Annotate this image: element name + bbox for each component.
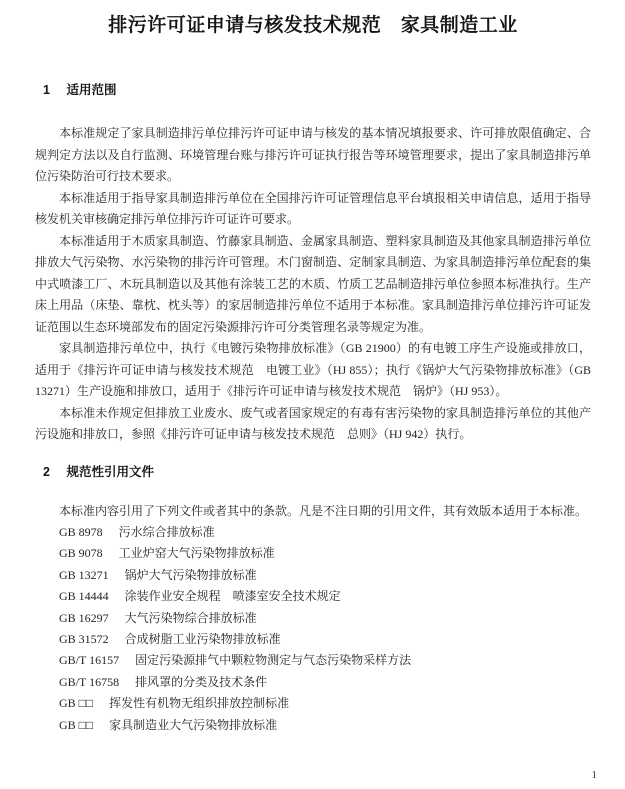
reference-title: 合成树脂工业污染物排放标准 (124, 632, 281, 647)
reference-title: 排风罩的分类及技术条件 (135, 674, 268, 689)
reference-code: GB/T 16157 (59, 653, 120, 668)
section-scope (35, 82, 591, 446)
reference-code: GB 14444 (59, 589, 109, 604)
reference-title: 污水综合排放标准 (118, 525, 215, 539)
reference-code: GB 16297 (59, 610, 109, 625)
reference-item (59, 693, 591, 714)
page-number: 1 (591, 769, 597, 781)
section-1-heading (43, 82, 591, 98)
reference-item (59, 629, 591, 650)
section-2-title: 规范性引用文件 (66, 464, 154, 479)
reference-title: 锅炉大气污染物排放标准 (124, 567, 257, 582)
reference-item (59, 565, 591, 586)
reference-title: 家具制造业大气污染物排放标准 (109, 717, 278, 732)
reference-code: GB □□ (59, 717, 94, 732)
paragraph: 本标准内容引用了下列文件或者其中的条款。凡是不注日期的引用文件，其有效版本适用于本标准。 (59, 503, 588, 518)
reference-item (59, 672, 591, 693)
reference-code: GB 8978 (59, 525, 103, 539)
reference-code: GB □□ (59, 696, 94, 711)
reference-item (59, 586, 591, 607)
reference-title: 工业炉窑大气污染物排放标准 (118, 546, 275, 561)
paragraph: 本标准适用于木质家具制造、竹藤家具制造、金属家具制造、塑料家具制造及其他家具制造排污单位排放大气污染物、水污染物的排污许可管理。木门窗制造、定制家具制造、为家具制造排污单位配套的集中式喷漆工厂、木玩具制造以及其他有涂装工艺的木质、竹质工艺品制造排污单位参照本标准执行。生产床上用品（床垫、靠枕、枕头等）的家居制造排污单位不适用于本标准。家具制造排污单位排污许可证发证范围以生态环境部发布的固定污染源排污许可分类管理名录等规定为准。 (35, 233, 591, 334)
reference-code: GB 31572 (59, 632, 109, 647)
section-2-heading (43, 464, 591, 480)
section-1-title: 适用范围 (66, 83, 117, 97)
reference-code: GB/T 16758 (59, 674, 120, 689)
paragraph: 本标准规定了家具制造排污单位排污许可证申请与核发的基本情况填报要求、许可排放限值确定、合规判定方法以及自行监测、环境管理台账与排污许可证执行报告等环境管理要求，提出了家具制造排污单位污染防治可行技术要求。 (35, 126, 591, 183)
reference-list (35, 522, 591, 736)
reference-item (59, 522, 591, 543)
reference-code: GB 13271 (59, 567, 109, 582)
reference-code: GB 9078 (59, 546, 103, 561)
section-2-number: 2 (43, 464, 50, 479)
paragraph: 家具制造排污单位中，执行《电镀污染物排放标准》（GB 21900）的有电镀工序生产设施或排放口，适用于《排污许可证申请与核发技术规范 电镀工业》（HJ 855）；执行《锅炉大气污染物排放标准》（GB 13271）生产设施和排放口，适用于《排污许可证申请与核发技术规范 锅炉》（HJ 953）。 (35, 341, 591, 398)
reference-title: 大气污染物综合排放标准 (124, 610, 257, 625)
paragraph: 本标准适用于指导家具制造排污单位在全国排污许可证管理信息平台填报相关申请信息，适用于指导核发机关审核确定排污单位排污许可证许可要求。 (35, 190, 591, 226)
reference-title: 固定污染源排气中颗粒物测定与气态污染物采样方法 (135, 653, 412, 668)
reference-item (59, 543, 591, 564)
paragraph: 本标准未作规定但排放工业废水、废气或者国家规定的有毒有害污染物的家具制造排污单位的其他产污设施和排放口，参照《排污许可证申请与核发技术规范 总则》（HJ 942）执行。 (35, 405, 591, 441)
reference-title: 挥发性有机物无组织排放控制标准 (109, 696, 290, 711)
section-normative-references (35, 464, 591, 737)
section-1-number: 1 (43, 83, 50, 97)
reference-title: 涂装作业安全规程 喷漆室安全技术规定 (124, 589, 341, 604)
document-title: 排污许可证申请与核发技术规范 家具制造工业 (108, 15, 518, 36)
reference-item (59, 608, 591, 629)
reference-item (59, 650, 591, 671)
reference-item (59, 715, 591, 736)
